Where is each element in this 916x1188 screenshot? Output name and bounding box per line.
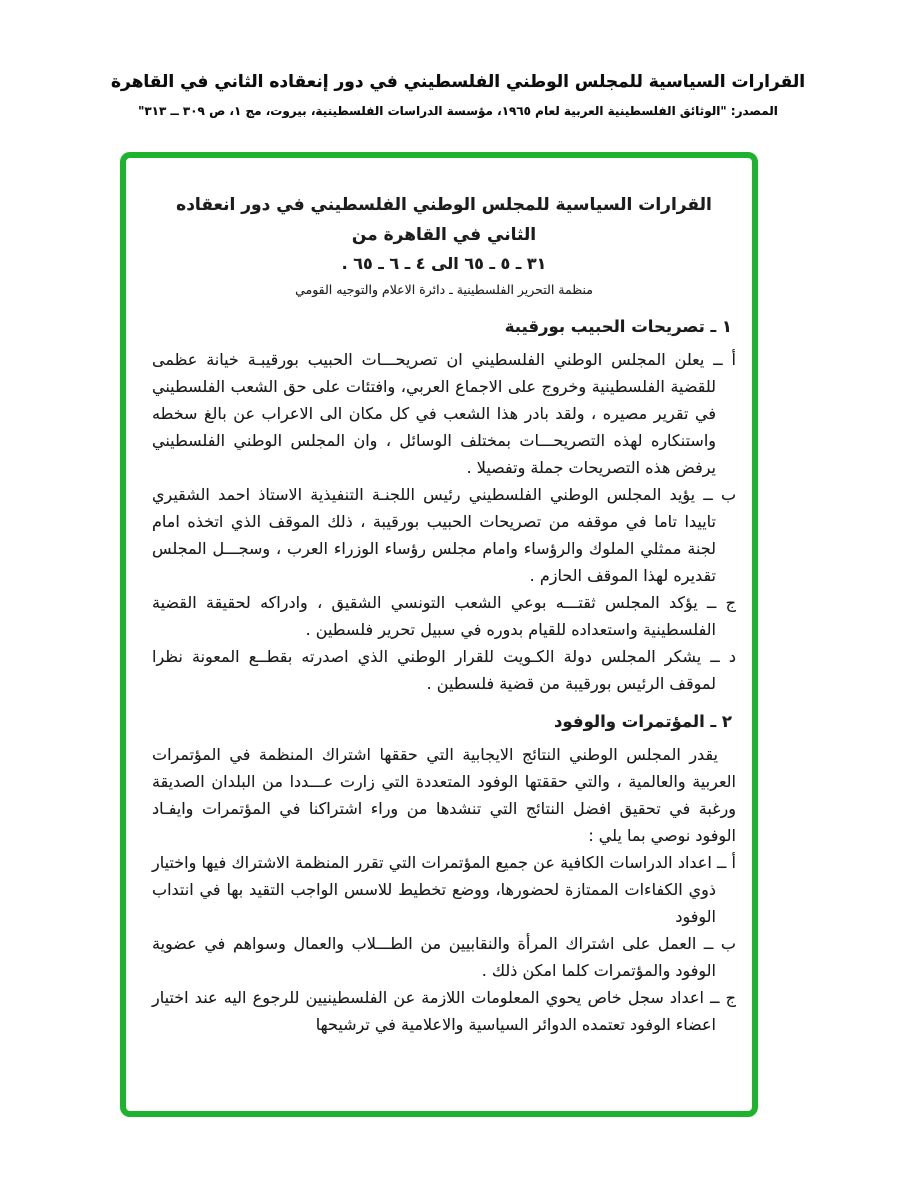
clause-label: أ ــ [711,853,736,872]
document-date-range: ٣١ ـ ٥ ـ ٦٥ الى ٤ ـ ٦ ـ ٦٥ . [341,254,547,273]
page-source-citation: المصدر: "الوثائق الفلسطينية العربية لعام ١٩٦٥، مؤسسة الدراسات الفلسطينية، بيروت، مج ١، ص ٣٠٩ ــ ٣١٣" [138,104,778,118]
page-title: القرارات السياسية للمجلس الوطني الفلسطيني في دور إنعقاده الثاني في القاهرة [110,72,806,92]
clause-item [152,346,736,481]
section-heading: ٢ ـ المؤتمرات والوفود [553,712,732,731]
clause-label: ج ــ [703,988,737,1007]
clause-text: يؤكد المجلس ثقتـــه بوعي الشعب التونسي الشقيق ، وادراكه لحقيقة القضية الفلسطينية واستعداده للقيام بدوره في سبيل تحرير فلسطين . [152,593,716,639]
section-2 [152,707,736,1038]
clause-text: اعداد الدراسات الكافية عن جميع المؤتمرات التي تقرر المنظمة الاشتراك فيها واختيار ذوي الكفاءات الممتازة لحضورها، ووضع تخطيط للاسس الواجب التقيد بها في انتداب الوفود [152,853,716,926]
clause-item [152,984,736,1038]
clause-text: يعلن المجلس الوطني الفلسطيني ان تصريحـــات الحبيب بورقيبـة خيانة عظمى للقضية الفلسطينية وخروج على الاجماع العربي، وافتئات على حق الشعب الفلسطيني في تقرير مصيره ، ولقد بادر هذا الشعب في كل مكان الى الاعراب عن بالغ سخطه واستنكاره لهذه التصريحـــات بمختلف الوسائل ، وان المجلس الوطني الفلسطيني يرفض هذه التصريحات جملة وتفصيلا . [152,350,716,477]
document-title: القرارات السياسية للمجلس الوطني الفلسطيني في دور انعقاده الثاني في القاهرة من [176,195,712,245]
section-heading: ١ ـ تصريحات الحبيب بورقيبة [504,317,732,336]
clause-text: العمل على اشتراك المرأة والنقابيين من الطـــلاب والعمال وسواهم في عضوية الوفود والمؤتمرات كلما امكن ذلك . [152,934,716,980]
clause-item [152,849,736,930]
clause-label: أ ــ [704,350,736,369]
clause-item [152,589,736,643]
clause-item [152,930,736,984]
document-scan [126,158,752,1111]
highlight-frame [120,152,758,1117]
clause-label: د ــ [701,647,736,666]
clause-label: ب ــ [695,485,737,504]
clause-text: اعداد سجل خاص يحوي المعلومات اللازمة عن الفلسطينيين للرجوع اليه عند اختيار اعضاء الوفود تعتمده الدوائر السياسية والاعلامية في ترشيحها [152,988,716,1034]
document-organization: منظمة التحرير الفلسطينية ـ دائرة الاعلام والتوجيه القومي [295,282,593,297]
clause-text: يشكر المجلس دولة الكـويت للقرار الوطني الذي اصدرته بقطــع المعونة نظرا لموقف الرئيس بورقيبة من قضية فلسطين . [152,647,716,693]
clause-item [152,643,736,697]
section-intro: يقدر المجلس الوطني النتائج الايجابية التي حققها اشتراك المنظمة في المؤتمرات العربية والعالمية ، والتي حققتها الوفود المتعددة التي زارت عـــددا من البلدان الصديقة ورغبة في تحقيق افضل النتائج التي تنشدها من وراء اشتراكنا في المؤتمرات وايفـاد الوفود نوصي بما يلي : [152,745,736,845]
document-sections [152,312,736,1038]
clause-label: ب ــ [696,934,736,953]
clause-item [152,481,736,589]
clause-text: يؤيد المجلس الوطني الفلسطيني رئيس اللجنـة التنفيذية الاستاذ احمد الشقيري تاييدا تاما في موقفه من تصريحات الحبيب بورقيبة ، ذلك الموقف الذي اتخذه امام لجنة ممثلي الملوك والرؤساء وامام مجلس رؤساء الوزراء العرب ، وسجـــل المجلس تقديره لهذا الموقف الحازم . [152,485,716,585]
clause-label: ج ــ [697,593,737,612]
section-1 [152,312,736,697]
